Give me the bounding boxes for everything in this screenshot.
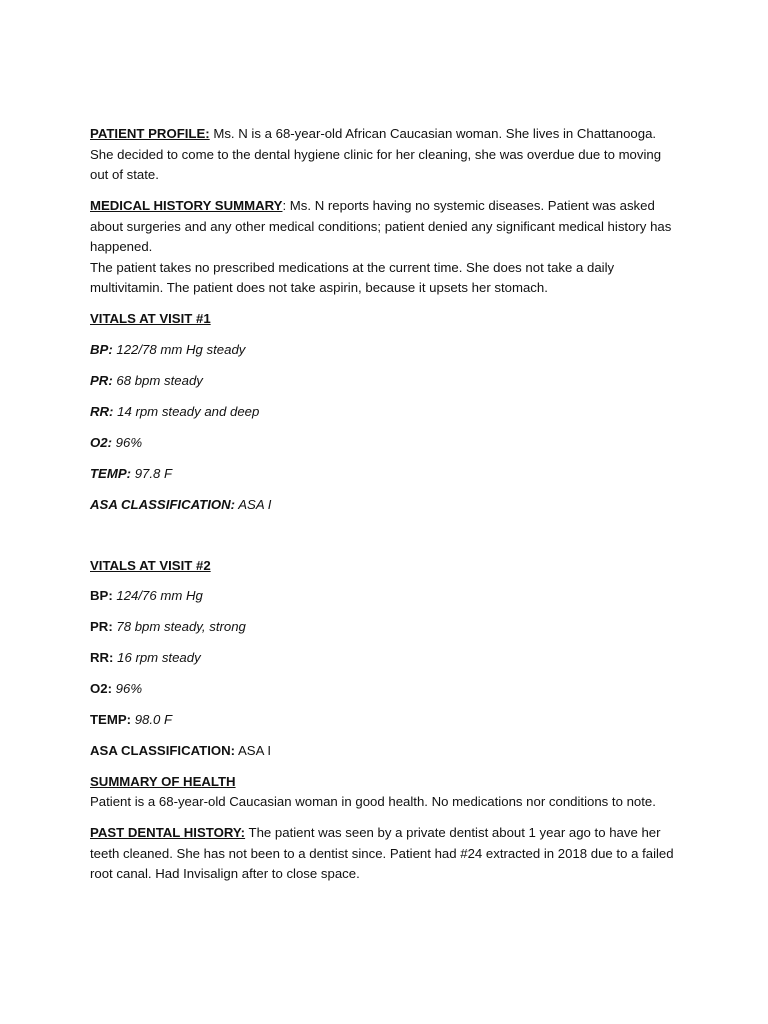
summary-of-health-heading: SUMMARY OF HEALTH xyxy=(90,773,236,789)
patient-profile-paragraph xyxy=(90,124,680,186)
visit2-rr-value: 16 rpm steady xyxy=(113,650,201,666)
visit2-pr-label: PR: xyxy=(90,619,113,635)
visit1-rr-label: RR: xyxy=(90,404,114,420)
past-dental-history-heading: PAST DENTAL HISTORY: xyxy=(90,825,246,841)
visit2-temp-value: 98.0 F xyxy=(131,712,173,728)
visit2-bp-label: BP: xyxy=(90,588,113,604)
visit1-pr-value: 68 bpm steady xyxy=(112,373,203,389)
medical-history-text: : Ms. N reports having no systemic diseases. Patient was asked about surgeries and any other medical conditions; patient denied any significant medical history has happened. xyxy=(90,198,672,255)
visit2-asa xyxy=(90,741,680,762)
past-dental-history-text: The patient was seen by a private dentist about 1 year ago to have her teeth cleaned. She has not been to a dentist since. Patient had #24 extracted in 2018 due to a failed root canal. Had Invisalign after to close space. xyxy=(90,825,674,882)
visit1-asa-value: ASA I xyxy=(235,496,272,512)
medical-history-heading: MEDICAL HISTORY SUMMARY xyxy=(90,198,283,214)
visit2-bp xyxy=(90,586,680,607)
visit2-heading: VITALS AT VISIT #2 xyxy=(90,557,211,573)
visit1-bp-value: 122/78 mm Hg steady xyxy=(112,342,246,358)
visit2-temp-label: TEMP: xyxy=(90,712,132,728)
visit1-temp xyxy=(90,464,680,485)
visit1-asa-label: ASA CLASSIFICATION: xyxy=(90,496,236,512)
visit1-bp-label: BP: xyxy=(90,342,113,358)
visit1-temp-value: 97.8 F xyxy=(131,465,173,481)
past-dental-history-paragraph xyxy=(90,823,680,885)
visit1-bp xyxy=(90,340,680,361)
visit2-pr xyxy=(90,617,680,638)
visit2-rr xyxy=(90,648,680,669)
visit2-o2-value: 96% xyxy=(111,681,143,697)
visit1-asa xyxy=(90,495,680,516)
visit1-o2-label: O2: xyxy=(90,434,112,450)
patient-profile-heading: PATIENT PROFILE: xyxy=(90,126,210,141)
visit1-pr-label: PR: xyxy=(90,373,113,389)
medical-history-paragraph xyxy=(90,196,680,258)
visit2-o2-label: O2: xyxy=(90,681,112,697)
visit1-rr xyxy=(90,402,680,423)
visit2-asa-label: ASA CLASSIFICATION: xyxy=(90,742,236,758)
section-spacer xyxy=(90,526,680,556)
visit2-pr-value: 78 bpm steady, strong xyxy=(112,619,246,635)
visit1-temp-label: TEMP: xyxy=(90,465,132,481)
visit1-pr xyxy=(90,371,680,392)
visit2-temp xyxy=(90,710,680,731)
visit1-o2 xyxy=(90,433,680,454)
visit2-rr-label: RR: xyxy=(90,650,114,666)
visit2-bp-value: 124/76 mm Hg xyxy=(112,588,203,604)
summary-of-health-text: Patient is a 68-year-old Caucasian woman in good health. No medications nor conditions to note. xyxy=(90,794,656,810)
patient-profile-text: Ms. N is a 68-year-old African Caucasian woman. She lives in Chattanooga. She decided to come to the dental hygiene clinic for her cleaning, she was overdue due to moving out of state. xyxy=(90,126,662,183)
visit2-asa-value: ASA I xyxy=(235,742,271,758)
visit1-o2-value: 96% xyxy=(111,434,143,450)
document-page xyxy=(90,124,680,895)
medications-paragraph: The patient takes no prescribed medications at the current time. She does not take a daily multivitamin. The patient does not take aspirin, because it upsets her stomach. xyxy=(90,259,615,296)
visit1-heading: VITALS AT VISIT #1 xyxy=(90,311,211,327)
visit1-rr-value: 14 rpm steady and deep xyxy=(113,404,260,420)
visit2-o2 xyxy=(90,679,680,700)
